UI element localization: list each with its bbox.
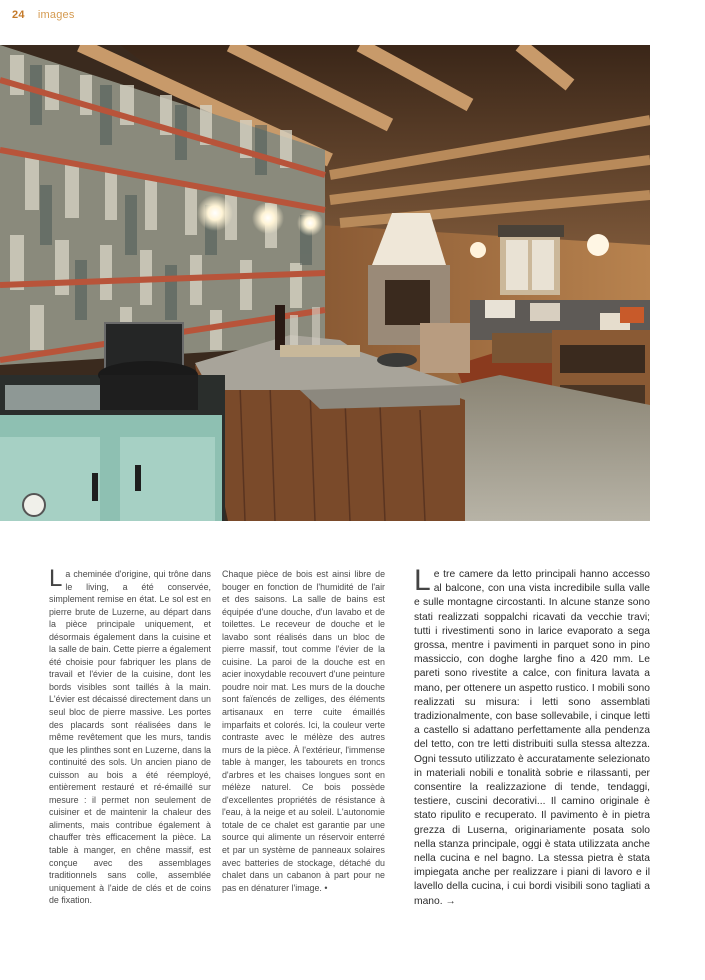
continue-arrow-icon: → xyxy=(445,895,456,907)
article-column-3 xyxy=(414,564,650,909)
drop-cap: L xyxy=(414,564,431,597)
end-mark-bullet: • xyxy=(324,882,328,893)
article-column-2 xyxy=(222,568,385,894)
kitchen-living-room-photo xyxy=(0,45,650,521)
column-3-text: e tre camere da letto principali hanno accesso al balcone, con una vista incredibile sulla valle e sulle montagne circostanti. In alcune stanze sono stati realizzati soppalchi ricavati da vecchie travi; tutti i rivestimenti sono in larice evaporato a sega grossa, mentre i pavimenti in parquet sono in pino massiccio, con doghe larghe fino a 420 mm. Le pareti sono rivestite a calce, con finitura lavata a mano, per ottenere un aspetto rustico. I mobili sono realizzati su misura: i letti sono assemblati tradizionalmente, con base sollevabile, i cinque letti a castello si adattano perfettamente alla pendenza del tetto, con tre letti distribuiti sulla stessa altezza. Ogni tessuto utilizzato è accuratamente selezionato in materiali nobili e tonalità sobrie e rilassanti, per consentire la realizzazione di tende, tendaggi, testiere, cuscini decorativi... Il camino originale è stato ripulito e recuperato. Il pavimento è in pietra grezza di Luserna, originariamente posata solo nella stanza principale, oggi è stata utilizzata anche nella cucina e nel bagno. La stessa pietra è stata impiegata anche per realizzare i piani di lavoro e il lavello della cucina, i cui bordi visibili sono tagliati a mano. xyxy=(414,569,650,907)
page-header xyxy=(12,9,75,21)
page-number: 24 xyxy=(12,9,25,21)
section-label: images xyxy=(37,9,75,21)
column-1-text: a cheminée d'origine, qui trône dans le living, a été conservée, simplement remise en état. Le sol est en pierre brute de Luzerne, au départ dans la pièce principale uniquement, et désormais également dans la cuisine et la salle de bain. Cette pierre a également été choisie pour fabriquer les plans de travail et l'évier de la cuisine, dont les bords visibles sont taillés à la main. L'évier est décaissé directement dans un seul bloc de pierre massive. Les portes des placards sont réalisées dans le même revêtement que les murs, tandis que les plinthes sont en Luzerne, dans la continuité des sols. Un ancien piano de cuisson au bois a été réemployé, entièrement restauré et ré-émaillé sur mesure : il permet non seulement de cuisiner et de maintenir la chaleur des aliments, mais contribue également à chauffer très efficacement la pièce. La table à manger, en chêne massif, est conçue avec des assemblages traditionnels sans colle, assemblée uniquement à l'aide de clés et de coins de fixation. xyxy=(49,569,211,906)
article-column-1 xyxy=(49,565,211,907)
drop-cap: L xyxy=(49,565,63,592)
column-2-text: Chaque pièce de bois est ainsi libre de bouger en fonction de l'humidité de l'air et des saisons. La salle de bains est équipée d'une douche, d'un lavabo et de toilettes. Le receveur de douche et le lavabo sont réalisés dans un bloc de pierre massif, tout comme l'évier de la cuisine. La paroi de la douche est en acier inoxydable recouvert d'une peinture poudre noir mat. Les murs de la douche sont faïencés de zelliges, des éléments artisanaux en terre cuite émaillés imparfaits et colorés. Ici, la couleur verte contraste avec le mélèze des autres murs de la pièce. À l'extérieur, l'immense table à manger, les tabourets en troncs d'arbres et les chaises longues sont en mélèze naturel. Ce bois possède d'excellentes propriétés de résistance à l'eau, à la neige et au soleil. L'autonomie totale de ce chalet est garantie par une source qui alimente un réservoir enterré et par un système de panneaux solaires avec batteries de stockage, détaché du chalet dans un cabanon à part pour ne pas en dénaturer l'image. xyxy=(222,569,385,893)
